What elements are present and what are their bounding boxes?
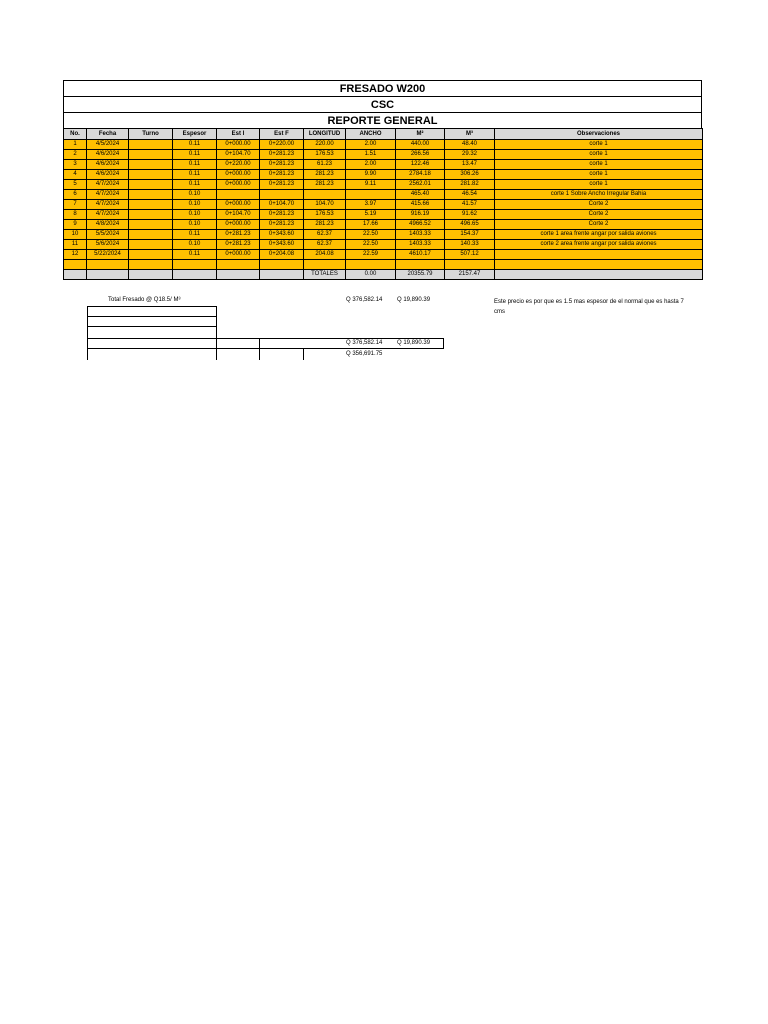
total-q-amount: Q 376,582.14 — [346, 297, 383, 303]
empty-cell — [129, 270, 173, 280]
cell-esti: 0+104.70 — [217, 210, 260, 220]
cell-fecha: 4/6/2024 — [87, 170, 129, 180]
header-row — [64, 129, 703, 140]
column-header: No. — [64, 129, 87, 140]
cell-m3: 46.54 — [445, 190, 495, 200]
cell-fecha: 4/5/2024 — [87, 140, 129, 150]
cell-obs: corte 1 — [495, 150, 703, 160]
cell-obs: corte 1 — [495, 170, 703, 180]
column-header: Espesor — [173, 129, 217, 140]
empty-cell — [495, 270, 703, 280]
cell-esti: 0+000.00 — [217, 140, 260, 150]
report-title: REPORTE GENERAL — [63, 112, 702, 128]
sheet-subtitle: CSC — [63, 96, 702, 112]
cell-ancho: 22.50 — [346, 230, 396, 240]
column-header: LONGITUD — [304, 129, 346, 140]
cell-no: 11 — [64, 240, 87, 250]
cell-ancho: 3.97 — [346, 200, 396, 210]
cell-turno — [129, 220, 173, 230]
cell-estf: 0+343.60 — [260, 230, 304, 240]
empty-cell — [173, 270, 217, 280]
cell-no: 1 — [64, 140, 87, 150]
total-value: 2157.47 — [445, 270, 495, 280]
cell-esti: 0+000.00 — [217, 200, 260, 210]
cell-espesor: 0.11 — [173, 230, 217, 240]
cell-no: 3 — [64, 160, 87, 170]
empty-cell — [304, 260, 346, 270]
cell-m2: 465.40 — [396, 190, 445, 200]
cell-m3: 496.65 — [445, 220, 495, 230]
table-row — [64, 140, 703, 150]
cell-esti: 0+000.00 — [217, 180, 260, 190]
cell-turno — [129, 230, 173, 240]
empty-cell — [260, 260, 304, 270]
cell-longitud: 220.00 — [304, 140, 346, 150]
cell-ancho: 17.66 — [346, 220, 396, 230]
cell-longitud: 61.23 — [304, 160, 346, 170]
cell-no: 6 — [64, 190, 87, 200]
total-value: 0.00 — [346, 270, 396, 280]
total-q-extra: Q 19,890.39 — [397, 297, 431, 303]
cell-fecha: 5/22/2024 — [87, 250, 129, 260]
totals-row — [64, 270, 703, 280]
cell-fecha: 4/8/2024 — [87, 220, 129, 230]
cell-fecha: 5/5/2024 — [87, 230, 129, 240]
total-fresado-label: Total Fresado @ Q18.5/ M³ — [108, 297, 181, 303]
cell-longitud: 176.53 — [304, 210, 346, 220]
cell-turno — [129, 150, 173, 160]
cell-no: 10 — [64, 230, 87, 240]
summary-left-border — [87, 348, 88, 360]
empty-cell — [64, 260, 87, 270]
report-table — [63, 128, 703, 280]
cell-turno — [129, 210, 173, 220]
cell-estf: 0+204.08 — [260, 250, 304, 260]
cell-fecha: 4/7/2024 — [87, 210, 129, 220]
cell-esti: 0+104.70 — [217, 150, 260, 160]
cell-m2: 415.66 — [396, 200, 445, 210]
cell-ancho: 22.50 — [346, 240, 396, 250]
table-row — [64, 150, 703, 160]
empty-cell — [396, 260, 445, 270]
table-row — [64, 230, 703, 240]
cell-obs: Corte 2 — [495, 210, 703, 220]
cell-m2: 2562.01 — [396, 180, 445, 190]
subtotal-q-extra: Q 19,890.39 — [397, 340, 431, 346]
column-header: Est F — [260, 129, 304, 140]
table-row — [64, 160, 703, 170]
cell-estf: 0+281.23 — [260, 210, 304, 220]
cell-espesor: 0.10 — [173, 220, 217, 230]
empty-cell — [217, 270, 260, 280]
cell-longitud: 62.37 — [304, 230, 346, 240]
cell-espesor: 0.11 — [173, 150, 217, 160]
cell-esti: 0+000.00 — [217, 170, 260, 180]
cell-espesor: 0.11 — [173, 160, 217, 170]
cell-m3: 306.26 — [445, 170, 495, 180]
cell-m3: 507.12 — [445, 250, 495, 260]
cell-turno — [129, 160, 173, 170]
table-row — [64, 180, 703, 190]
cell-esti: 0+281.23 — [217, 230, 260, 240]
cell-obs: corte 1 — [495, 140, 703, 150]
cell-esti — [217, 190, 260, 200]
cell-obs: corte 1 — [495, 180, 703, 190]
cell-ancho: 2.00 — [346, 140, 396, 150]
empty-cell — [495, 260, 703, 270]
subtotal-q-amount: Q 376,582.14 — [346, 340, 383, 346]
cell-longitud: 204.08 — [304, 250, 346, 260]
empty-cell — [64, 270, 87, 280]
cell-ancho: 2.00 — [346, 160, 396, 170]
cell-espesor: 0.10 — [173, 240, 217, 250]
cell-fecha: 4/7/2024 — [87, 200, 129, 210]
cell-longitud: 281.23 — [304, 180, 346, 190]
table-row — [64, 250, 703, 260]
cell-m3: 13.47 — [445, 160, 495, 170]
table-body — [64, 140, 703, 280]
cell-espesor: 0.10 — [173, 190, 217, 200]
cell-no: 9 — [64, 220, 87, 230]
cell-longitud: 104.70 — [304, 200, 346, 210]
cell-m2: 1403.33 — [396, 240, 445, 250]
table-row — [64, 200, 703, 210]
cell-espesor: 0.10 — [173, 200, 217, 210]
cell-turno — [129, 240, 173, 250]
table-row — [64, 240, 703, 250]
table-row — [64, 190, 703, 200]
cell-m3: 91.62 — [445, 210, 495, 220]
empty-cell — [445, 260, 495, 270]
column-header: Fecha — [87, 129, 129, 140]
cell-m3: 140.33 — [445, 240, 495, 250]
empty-cell — [217, 260, 260, 270]
cell-obs: corte 1 Sobre Ancho Irregular Bahia — [495, 190, 703, 200]
cell-no: 4 — [64, 170, 87, 180]
cell-m3: 154.37 — [445, 230, 495, 240]
summary-divider-b — [259, 348, 304, 360]
cell-obs: corte 2 area frente angar por salida aviones — [495, 240, 703, 250]
cell-obs: corte 1 area frente angar por salida aviones — [495, 230, 703, 240]
cell-m3: 41.57 — [445, 200, 495, 210]
empty-cell — [173, 260, 217, 270]
cell-ancho: 9.90 — [346, 170, 396, 180]
cell-m3: 29.32 — [445, 150, 495, 160]
cell-fecha: 4/6/2024 — [87, 160, 129, 170]
cell-turno — [129, 140, 173, 150]
cell-esti: 0+220.00 — [217, 160, 260, 170]
cell-obs — [495, 250, 703, 260]
empty-cell — [346, 260, 396, 270]
cell-m2: 2784.18 — [396, 170, 445, 180]
cell-espesor: 0.11 — [173, 170, 217, 180]
column-header: ANCHO — [346, 129, 396, 140]
cell-m2: 916.19 — [396, 210, 445, 220]
cell-espesor: 0.11 — [173, 180, 217, 190]
cell-estf: 0+281.23 — [260, 150, 304, 160]
summary-divider-a — [216, 338, 260, 360]
empty-cell — [87, 260, 129, 270]
net-q-amount: Q 356,691.75 — [346, 351, 383, 357]
cell-esti: 0+281.23 — [217, 240, 260, 250]
cell-estf: 0+281.23 — [260, 160, 304, 170]
cell-fecha: 4/6/2024 — [87, 150, 129, 160]
cell-no: 12 — [64, 250, 87, 260]
cell-obs: corte 1 — [495, 160, 703, 170]
cell-estf — [260, 190, 304, 200]
cell-turno — [129, 200, 173, 210]
sheet-title: FRESADO W200 — [63, 80, 702, 96]
cell-m2: 4610.17 — [396, 250, 445, 260]
cell-estf: 0+220.00 — [260, 140, 304, 150]
price-note: Este precio es por que es 1.5 mas espesor de el normal que es hasta 7 cms — [494, 299, 684, 315]
cell-ancho: 9.11 — [346, 180, 396, 190]
table-row — [64, 210, 703, 220]
blank-row — [64, 260, 703, 270]
column-header: Observaciones — [495, 129, 703, 140]
table-row — [64, 220, 703, 230]
cell-ancho: 1.51 — [346, 150, 396, 160]
cell-no: 2 — [64, 150, 87, 160]
cell-estf: 0+281.23 — [260, 170, 304, 180]
cell-estf: 0+104.70 — [260, 200, 304, 210]
report-sheet — [63, 80, 702, 280]
cell-espesor: 0.11 — [173, 250, 217, 260]
cell-turno — [129, 250, 173, 260]
cell-m2: 4966.52 — [396, 220, 445, 230]
cell-fecha: 4/7/2024 — [87, 180, 129, 190]
column-header: Est I — [217, 129, 260, 140]
cell-estf: 0+281.23 — [260, 220, 304, 230]
cell-m2: 1403.33 — [396, 230, 445, 240]
cell-ancho: 5.19 — [346, 210, 396, 220]
cell-no: 7 — [64, 200, 87, 210]
cell-ancho: 22.59 — [346, 250, 396, 260]
column-header: Turno — [129, 129, 173, 140]
cell-ancho — [346, 190, 396, 200]
cell-esti: 0+000.00 — [217, 220, 260, 230]
cell-obs: Corte 2 — [495, 220, 703, 230]
cell-turno — [129, 170, 173, 180]
empty-cell — [87, 270, 129, 280]
cell-espesor: 0.10 — [173, 210, 217, 220]
cell-m2: 122.46 — [396, 160, 445, 170]
column-header: M² — [396, 129, 445, 140]
cell-turno — [129, 190, 173, 200]
cell-obs: Corte 2 — [495, 200, 703, 210]
cell-esti: 0+000.00 — [217, 250, 260, 260]
cell-estf: 0+343.60 — [260, 240, 304, 250]
empty-cell — [260, 270, 304, 280]
cell-m3: 48.40 — [445, 140, 495, 150]
empty-cell — [129, 260, 173, 270]
total-value: 20355.79 — [396, 270, 445, 280]
cell-m2: 266.56 — [396, 150, 445, 160]
cell-estf: 0+281.23 — [260, 180, 304, 190]
cell-longitud: 281.23 — [304, 220, 346, 230]
cell-longitud: 62.37 — [304, 240, 346, 250]
cell-m3: 281.82 — [445, 180, 495, 190]
cell-m2: 440.00 — [396, 140, 445, 150]
column-header: M³ — [445, 129, 495, 140]
cell-longitud — [304, 190, 346, 200]
cell-longitud: 281.23 — [304, 170, 346, 180]
totals-label: TOTALES — [304, 270, 346, 280]
cell-espesor: 0.11 — [173, 140, 217, 150]
cell-longitud: 176.53 — [304, 150, 346, 160]
table-row — [64, 170, 703, 180]
cell-fecha: 4/7/2024 — [87, 190, 129, 200]
cell-fecha: 5/6/2024 — [87, 240, 129, 250]
cell-no: 5 — [64, 180, 87, 190]
cell-turno — [129, 180, 173, 190]
cell-no: 8 — [64, 210, 87, 220]
